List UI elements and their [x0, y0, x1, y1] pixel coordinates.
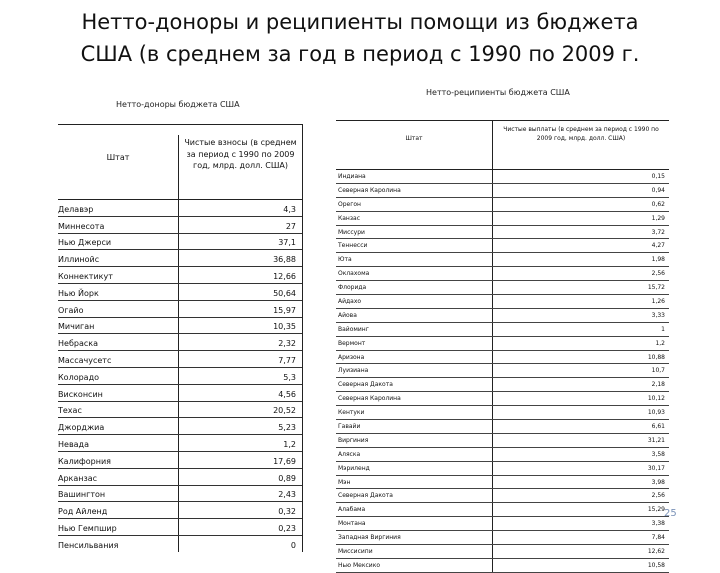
state-name: Северная Дакота — [338, 492, 393, 500]
table-row — [58, 385, 302, 402]
value-text: 36,88 — [273, 255, 296, 265]
state-name: Монтана — [338, 520, 366, 528]
value-cell — [492, 337, 669, 350]
state-name: Северная Дакота — [338, 381, 393, 389]
value-text: 17,69 — [273, 456, 296, 466]
recipients-table-body — [336, 170, 669, 573]
value-text: 3,98 — [651, 478, 665, 486]
state-name: Индиана — [338, 173, 366, 180]
table-row — [336, 323, 669, 337]
value-cell — [178, 452, 302, 468]
state-name: Нью Йорк — [58, 288, 99, 298]
value-text: 4,3 — [283, 204, 296, 214]
table-row — [58, 368, 302, 385]
recipients-header-state: Штат — [405, 135, 423, 142]
table-row — [336, 253, 669, 267]
table-row — [336, 378, 669, 392]
state-name: Арканзас — [58, 473, 98, 483]
value-text: 12,66 — [273, 271, 296, 281]
state-name: Массачусетс — [58, 355, 112, 365]
value-cell — [178, 301, 302, 317]
table-row — [58, 351, 302, 368]
value-text: 15,29 — [647, 506, 665, 514]
value-text: 2,56 — [651, 492, 665, 500]
state-name: Техас — [58, 406, 82, 416]
value-text: 37,1 — [278, 238, 296, 248]
value-text: 10,93 — [647, 409, 665, 417]
state-name: Калифорния — [58, 456, 111, 466]
table-row — [58, 502, 302, 519]
value-cell — [492, 351, 669, 364]
value-text: 7,84 — [651, 534, 665, 542]
value-cell — [492, 364, 669, 377]
table-row — [336, 198, 669, 212]
state-name: Аризона — [338, 353, 365, 361]
state-name: Орегон — [338, 200, 361, 208]
value-cell — [492, 476, 669, 489]
value-text: 1,29 — [651, 214, 665, 222]
value-cell — [492, 517, 669, 530]
state-name: Мичиган — [58, 322, 95, 332]
value-text: 0,94 — [651, 186, 665, 194]
state-name: Невада — [58, 439, 89, 449]
value-cell — [492, 448, 669, 461]
value-text: 0 — [290, 540, 296, 550]
table-row — [336, 364, 669, 378]
state-name: Джорджиа — [58, 423, 105, 433]
value-text: 7,77 — [278, 355, 296, 365]
value-cell — [178, 368, 302, 384]
state-name: Нью Гемпшир — [58, 523, 117, 533]
slide-title-line-2: США (в среднем за год в период с 1990 по 2009 г. — [80, 42, 640, 66]
table-row — [58, 402, 302, 419]
state-name: Флорида — [338, 284, 367, 292]
page-number: 25 — [664, 508, 677, 519]
value-cell — [492, 212, 669, 225]
value-text: 20,52 — [273, 406, 296, 416]
table-row — [336, 503, 669, 517]
table-row — [336, 184, 669, 198]
table-row — [58, 452, 302, 469]
table-row — [58, 217, 302, 234]
value-cell — [178, 402, 302, 418]
value-cell — [492, 378, 669, 391]
state-name: Коннектикут — [58, 271, 113, 281]
table-row — [336, 281, 669, 295]
value-cell — [178, 217, 302, 233]
value-text: 5,23 — [278, 423, 296, 433]
table-row — [58, 435, 302, 452]
value-text: 2,56 — [651, 270, 665, 278]
state-name: Мэриленд — [338, 464, 370, 472]
state-name: Гавайи — [338, 423, 361, 431]
table-row — [58, 486, 302, 503]
table-row — [58, 418, 302, 435]
state-name: Аляска — [338, 450, 361, 458]
state-name: Западная Виргиния — [338, 534, 401, 542]
state-name: Небраска — [58, 339, 98, 349]
value-cell — [178, 351, 302, 367]
value-text: 30,17 — [647, 464, 665, 472]
state-name: Северная Каролина — [338, 186, 401, 194]
value-text: 4,27 — [651, 242, 665, 250]
value-cell — [492, 309, 669, 322]
value-text: 0,32 — [278, 507, 296, 517]
state-name: Северная Каролина — [338, 395, 401, 403]
value-cell — [492, 434, 669, 447]
table-row — [58, 250, 302, 267]
value-text: 2,32 — [278, 339, 296, 349]
value-cell — [178, 200, 302, 216]
value-cell — [178, 536, 302, 552]
value-cell — [492, 267, 669, 280]
table-row — [58, 536, 302, 552]
value-cell — [178, 486, 302, 502]
value-text: 10,12 — [647, 395, 665, 403]
donors-header-value: Чистые взносы (в среднем за период с 1990 по 2009 год, млрд. долл. США) — [178, 135, 302, 199]
value-cell — [492, 323, 669, 336]
table-row — [336, 406, 669, 420]
value-cell — [492, 503, 669, 516]
state-name: Род Айленд — [58, 507, 108, 517]
state-name: Канзас — [338, 214, 361, 222]
value-cell — [492, 239, 669, 252]
state-name: Луизиана — [338, 367, 369, 375]
value-text: 1 — [661, 325, 665, 333]
table-row — [336, 476, 669, 490]
value-text: 3,72 — [651, 228, 665, 236]
table-row — [336, 226, 669, 240]
table-row — [336, 420, 669, 434]
value-cell — [178, 334, 302, 350]
value-text: 0,62 — [651, 200, 665, 208]
value-cell — [492, 253, 669, 266]
state-name: Висконсин — [58, 389, 103, 399]
value-cell — [492, 545, 669, 558]
value-cell — [492, 420, 669, 433]
state-name: Нью Мексико — [338, 561, 380, 569]
state-name: Вашингтон — [58, 490, 106, 500]
table-row — [336, 531, 669, 545]
state-name: Виргиния — [338, 436, 369, 444]
table-row — [58, 469, 302, 486]
value-cell — [178, 284, 302, 300]
recipients-header-value: Чистые выплаты (в среднем за период с 1990 по 2009 год, млрд. долл. США) — [492, 121, 669, 169]
value-text: 1,98 — [651, 256, 665, 264]
state-name: Пенсильвания — [58, 540, 119, 550]
value-text: 15,72 — [647, 284, 665, 292]
value-cell — [492, 184, 669, 197]
state-name: Колорадо — [58, 372, 99, 382]
value-cell — [492, 559, 669, 572]
value-text: 1,2 — [283, 439, 296, 449]
value-text: 10,7 — [651, 367, 665, 375]
value-cell — [178, 418, 302, 434]
state-name: Айдахо — [338, 298, 362, 306]
state-name: Огайо — [58, 305, 84, 315]
state-name: Оклахома — [338, 270, 370, 278]
state-name: Мэн — [338, 478, 351, 486]
value-cell — [178, 519, 302, 535]
donors-table-body — [58, 200, 302, 552]
value-text: 27 — [285, 221, 296, 231]
value-text: 15,97 — [273, 305, 296, 315]
table-row — [336, 295, 669, 309]
value-cell — [178, 318, 302, 334]
donors-table — [58, 124, 303, 552]
value-cell — [492, 531, 669, 544]
value-cell — [178, 250, 302, 266]
value-cell — [492, 226, 669, 239]
value-text: 10,58 — [647, 561, 665, 569]
value-text: 1,26 — [651, 298, 665, 306]
table-row — [58, 284, 302, 301]
value-cell — [492, 281, 669, 294]
state-name: Иллинойс — [58, 255, 100, 265]
table-row — [336, 448, 669, 462]
donors-caption: Нетто-доноры бюджета США — [116, 100, 240, 109]
value-cell — [492, 392, 669, 405]
table-row — [58, 519, 302, 536]
value-text: 1,2 — [655, 339, 665, 347]
value-cell — [178, 267, 302, 283]
value-cell — [492, 170, 669, 183]
table-row — [336, 309, 669, 323]
table-row — [336, 559, 669, 573]
recipients-table-header — [336, 121, 669, 170]
value-cell — [492, 198, 669, 211]
value-text: 0,89 — [278, 473, 296, 483]
table-row — [58, 301, 302, 318]
slide-title-line-1: Нетто-доноры и реципиенты помощи из бюджета — [81, 10, 639, 34]
value-text: 0,15 — [651, 173, 665, 180]
value-cell — [178, 435, 302, 451]
table-row — [58, 318, 302, 335]
value-cell — [178, 234, 302, 250]
value-text: 50,64 — [273, 288, 296, 298]
table-row — [58, 334, 302, 351]
table-row — [336, 545, 669, 559]
value-cell — [492, 406, 669, 419]
value-text: 2,18 — [651, 381, 665, 389]
table-row — [336, 212, 669, 226]
table-row — [336, 517, 669, 531]
value-text: 3,33 — [651, 311, 665, 319]
state-name: Айова — [338, 311, 357, 319]
value-text: 4,56 — [278, 389, 296, 399]
recipients-table — [336, 120, 669, 573]
donors-header-state: Штат — [106, 153, 130, 162]
state-name: Вермонт — [338, 339, 366, 347]
value-cell — [492, 295, 669, 308]
value-cell — [178, 502, 302, 518]
value-cell — [492, 489, 669, 502]
table-row — [336, 462, 669, 476]
state-name: Вайоминг — [338, 325, 369, 333]
state-name: Миннесота — [58, 221, 105, 231]
state-name: Нью Джерси — [58, 238, 112, 248]
value-text: 10,35 — [273, 322, 296, 332]
table-row — [336, 170, 669, 184]
state-name: Миссури — [338, 228, 365, 236]
table-row — [58, 234, 302, 251]
table-row — [336, 489, 669, 503]
value-text: 31,21 — [647, 436, 665, 444]
table-row — [336, 267, 669, 281]
value-cell — [178, 469, 302, 485]
table-row — [58, 267, 302, 284]
table-row — [336, 239, 669, 253]
value-text: 3,38 — [651, 520, 665, 528]
table-row — [336, 351, 669, 365]
table-row — [336, 337, 669, 351]
donors-table-header — [58, 125, 302, 200]
value-text: 0,23 — [278, 523, 296, 533]
value-text: 6,61 — [651, 423, 665, 431]
state-name: Алабама — [338, 506, 366, 514]
value-text: 3,58 — [651, 450, 665, 458]
value-text: 10,88 — [647, 353, 665, 361]
table-row — [336, 392, 669, 406]
table-row — [58, 200, 302, 217]
state-name: Теннесси — [338, 242, 368, 250]
value-cell — [178, 385, 302, 401]
state-name: Миссисипи — [338, 548, 373, 556]
table-row — [336, 434, 669, 448]
value-text: 5,3 — [283, 372, 296, 382]
slide-title — [0, 6, 720, 70]
value-text: 12,62 — [647, 548, 665, 556]
recipients-caption: Нетто-реципиенты бюджета США — [426, 88, 570, 97]
state-name: Юта — [338, 256, 352, 264]
value-text: 2,43 — [278, 490, 296, 500]
state-name: Кентуки — [338, 409, 365, 417]
state-name: Делавэр — [58, 204, 94, 214]
value-cell — [492, 462, 669, 475]
